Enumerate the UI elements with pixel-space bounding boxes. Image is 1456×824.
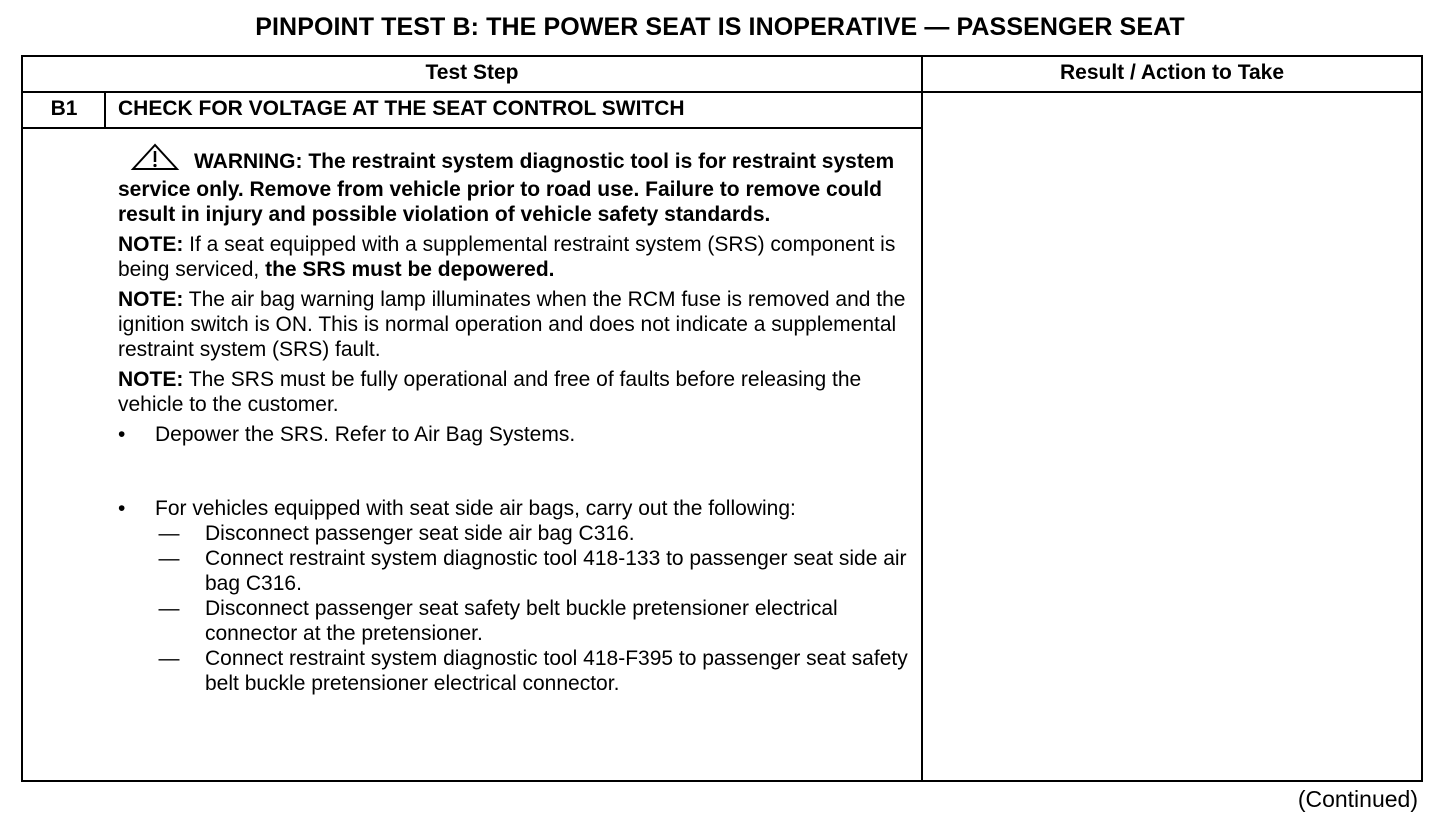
column-divider <box>921 55 923 782</box>
note-label: NOTE: <box>118 233 184 256</box>
sub-item-text: Connect restraint system diagnostic tool 418-133 to passenger seat side air bag C316. <box>205 547 907 595</box>
step-id-divider <box>104 91 106 129</box>
note-label: NOTE: <box>118 288 184 311</box>
warning-triangle-icon <box>130 143 180 177</box>
step-title-divider <box>21 127 922 129</box>
sub-item-text: Disconnect passenger seat safety belt buckle pretensioner electrical connector at the pretensioner. <box>205 597 838 645</box>
sub-item-text: Disconnect passenger seat side air bag C316. <box>205 522 635 545</box>
sub-item <box>118 521 908 546</box>
bullet-text: Depower the SRS. Refer to Air Bag Systems. <box>155 423 576 446</box>
note-1 <box>118 232 908 282</box>
header-result: Result / Action to Take <box>1059 61 1285 84</box>
step-content <box>118 143 908 696</box>
bullet-icon: • <box>118 497 126 520</box>
note-text: The SRS must be fully operational and free of faults before releasing the vehicle to the customer. <box>118 368 862 416</box>
page-title: PINPOINT TEST B: THE POWER SEAT IS INOPERATIVE — PASSENGER SEAT <box>255 13 1185 41</box>
header-test-step: Test Step <box>425 61 519 84</box>
note-2 <box>118 287 908 362</box>
warning-text: WARNING: The restraint system diagnostic tool is for restraint system service only. Remove from vehicle prior to road use. Failure to remove could result in injury and possible violation of vehicle safety standards. <box>118 150 895 226</box>
bullet-icon: • <box>118 423 126 446</box>
note-text: The air bag warning lamp illuminates when the RCM fuse is removed and the ignition switch is ON. This is normal operation and does not indicate a supplemental restraint system (SRS) fault. <box>118 288 906 361</box>
sub-item-text: Connect restraint system diagnostic tool 418-F395 to passenger seat safety belt buckle pretensioner electrical connector. <box>205 647 908 695</box>
step-title: CHECK FOR VOLTAGE AT THE SEAT CONTROL SWITCH <box>118 97 685 120</box>
warning-block <box>118 143 908 227</box>
dash-icon: — <box>158 597 180 620</box>
dash-icon: — <box>158 522 180 545</box>
dash-icon: — <box>158 647 180 670</box>
sub-item <box>118 596 908 646</box>
dash-icon: — <box>158 547 180 570</box>
continued-label: (Continued) <box>1297 786 1418 812</box>
bullet-text: For vehicles equipped with seat side air bags, carry out the following: <box>155 497 796 520</box>
bullet-item <box>118 422 908 447</box>
note-3 <box>118 367 908 417</box>
bullet-item <box>118 496 908 521</box>
step-id: B1 <box>50 97 78 120</box>
note-text: If a seat equipped with a supplemental restraint system (SRS) component is being serviced, <box>118 233 896 281</box>
sub-item <box>118 546 908 596</box>
sub-item <box>118 646 908 696</box>
note-label: NOTE: <box>118 368 184 391</box>
note-bold-tail: the SRS must be depowered. <box>265 258 555 281</box>
header-divider <box>21 91 1423 93</box>
